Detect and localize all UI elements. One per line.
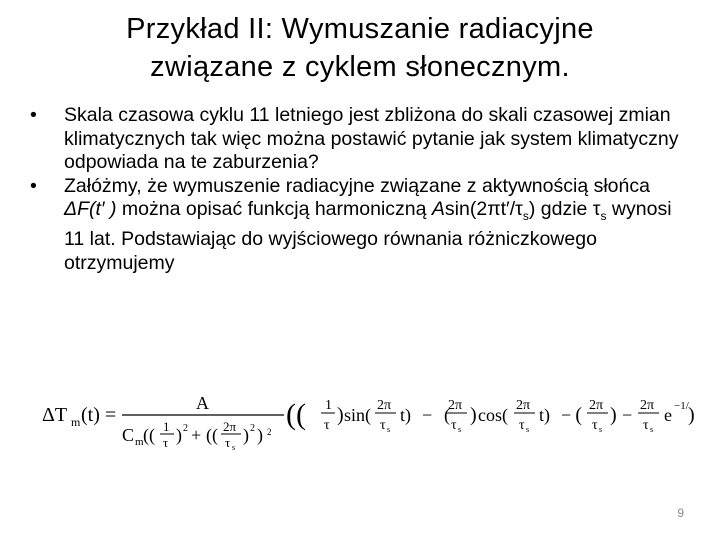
eq-rhs-tau-s-5-sub: s xyxy=(650,425,654,434)
slide-title xyxy=(40,10,680,86)
eq-rhs-t-1: t) xyxy=(400,405,411,425)
eq-den-tau-s-sub: s xyxy=(232,443,236,452)
eq-exp-e: e xyxy=(664,405,672,425)
bullet-text-1: Skala czasowa cyklu 11 letniego jest zbliżona do skali czasowej zmian klimatycznych tak więc można postawić pytanie jak system klimatyczny odpowiada na te zaburzenia? xyxy=(64,104,679,173)
eq-rhs-2pi-2: 2π xyxy=(448,398,463,413)
eq-rhs-open-paren: ) xyxy=(444,405,450,425)
eq-rhs-tau-s-4: τ xyxy=(592,418,598,433)
eq-den-one: 1 xyxy=(163,419,170,434)
eq-den-2pi: 2π xyxy=(223,419,237,434)
eq-numerator: A xyxy=(196,393,209,413)
eq-rhs-tau-s-1-sub: s xyxy=(387,425,391,434)
eq-den-tau: τ xyxy=(163,435,169,450)
eq-lhs-arg: (t) = xyxy=(81,404,117,426)
eq-den-tau-s: τ xyxy=(225,435,231,450)
eq-rhs-close3: ) xyxy=(610,404,617,426)
eq-rhs-tau-s-2: τ xyxy=(451,418,457,433)
eq-den-close1: ) xyxy=(176,425,182,445)
bullet-item-1 xyxy=(30,104,690,175)
bullet-dot: • xyxy=(30,174,37,197)
eq-exp-frac: −1/ xyxy=(674,400,689,412)
eq-rhs-tau-s-5: τ xyxy=(643,418,649,433)
amplitude-symbol: A xyxy=(431,198,445,220)
eq-den-tail: ) xyxy=(257,425,263,445)
bullet-text-2-part3: gdzie τ xyxy=(535,198,601,220)
eq-rhs-open-paren-2: ) xyxy=(575,404,582,426)
bullet-text-2-part2: można opisać funkcją harmoniczną xyxy=(116,198,432,220)
eq-rhs-close2: ) xyxy=(470,404,477,426)
eq-rhs-2pi-4: 2π xyxy=(589,398,604,413)
harmonic-function-sub: s xyxy=(522,208,529,223)
eq-rhs-t-2: t) xyxy=(539,405,550,425)
eq-rhs-cos: cos( xyxy=(478,405,508,425)
forcing-symbol: ΔF(t′ ) xyxy=(64,198,117,220)
eq-den-sq2: 2 xyxy=(250,423,255,434)
eq-rhs-minus-2: − xyxy=(561,405,572,425)
eq-den-open2: (( xyxy=(206,425,218,445)
title-line-2: związane z cyklem słonecznym. xyxy=(150,51,570,83)
title-line-1: Przykład II: Wymuszanie radiacyjne xyxy=(126,13,594,45)
eq-delta-t: ΔT xyxy=(42,404,68,426)
page-number: 9 xyxy=(677,506,684,520)
eq-lhs-sub: m xyxy=(71,415,81,429)
eq-den-sq1: 2 xyxy=(183,423,188,434)
eq-rhs-minus-3: − xyxy=(622,405,633,425)
eq-rhs-2pi-5: 2π xyxy=(640,398,655,413)
bullet-dot: • xyxy=(30,104,37,126)
eq-rhs-tau-s-3: τ xyxy=(519,418,525,433)
bullet-text-2-part4: wynosi 11 lat. Podstawiając do wyjściowego równania różniczkowego otrzymujemy xyxy=(64,198,672,274)
eq-rhs-tau-s-1: τ xyxy=(380,418,386,433)
eq-rhs-close1: ) xyxy=(337,404,344,426)
harmonic-function-open: sin(2πt′/τ xyxy=(444,198,523,220)
eq-rhs-tau-s-2-sub: s xyxy=(458,425,462,434)
eq-rhs-2pi-1: 2π xyxy=(377,398,392,413)
harmonic-function-close: ) xyxy=(528,198,536,220)
bullet-item-2 xyxy=(30,175,690,276)
eq-rhs-tau-s-3-sub: s xyxy=(526,425,530,434)
bullet-text-2-part1: Załóżmy, że wymuszenie radiacyjne związane z aktywnością słońca xyxy=(64,174,650,197)
eq-den-open: (( xyxy=(143,425,155,445)
eq-rhs-one: 1 xyxy=(325,398,332,413)
bullet-list xyxy=(30,104,690,275)
eq-den-close2: ) xyxy=(243,425,249,445)
eq-rhs-2pi-3: 2π xyxy=(516,398,531,413)
eq-rhs-sin: sin( xyxy=(344,405,371,425)
equation-svg xyxy=(40,385,700,455)
eq-den-cm: C xyxy=(122,425,135,445)
eq-rhs-open: (( xyxy=(286,398,306,431)
eq-den-cm-sub: m xyxy=(135,436,144,448)
eq-rhs-end: ) xyxy=(688,404,695,426)
eq-den-half: 2 xyxy=(267,427,272,437)
eq-den-plus: + xyxy=(191,425,202,445)
tau-s-sub: s xyxy=(600,208,607,223)
eq-rhs-tau-s-4-sub: s xyxy=(599,425,603,434)
eq-rhs-tau: τ xyxy=(324,418,330,433)
eq-rhs-minus-1: − xyxy=(422,405,433,425)
equation xyxy=(40,385,700,455)
